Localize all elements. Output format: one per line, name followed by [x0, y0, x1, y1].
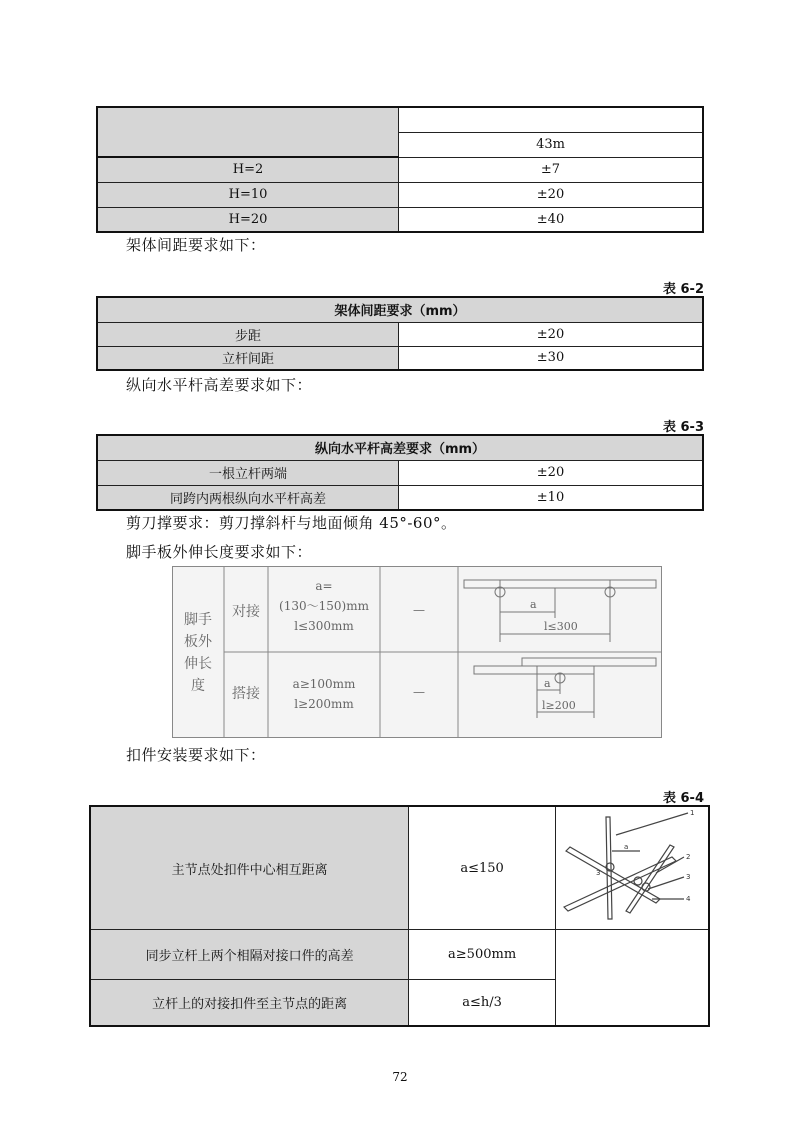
table-top-value: 43m [399, 132, 704, 157]
paragraph-frame-spacing: 架体间距要求如下： [126, 236, 266, 254]
table-top-merged-cell [97, 107, 399, 157]
dimension-label: a [530, 598, 537, 611]
table-value: a≤150 [409, 806, 556, 930]
table-top-label: H=10 [97, 182, 399, 207]
table-value: a≥500mm [409, 930, 556, 980]
paragraph-scissor-brace: 剪刀撑要求：剪刀撑斜杆与地面倾角 45°-60°。 [126, 514, 457, 532]
table-number: 表 6-4 [662, 791, 704, 806]
dimension-label: l≤300 [544, 620, 578, 633]
table-label: 步距 [97, 322, 399, 346]
category-line: 伸长 [184, 656, 212, 672]
category-line: 度 [191, 678, 205, 694]
paragraph-fastener: 扣件安装要求如下： [126, 746, 266, 764]
category-line: 脚手 [184, 612, 212, 628]
requirement-text: a= [315, 579, 333, 593]
table-value: ±10 [399, 485, 704, 510]
diagram-label: 2 [686, 853, 691, 861]
diagram-label: 1 [690, 809, 695, 817]
table-top-value: ±7 [399, 157, 704, 182]
table-top-empty-cell [399, 107, 704, 132]
paragraph-horizontal-bar: 纵向水平杆高差要求如下： [126, 376, 313, 394]
table-top [96, 106, 704, 233]
table-label: 一根立杆两端 [97, 460, 399, 485]
table-number: 表 6-2 [662, 282, 704, 297]
diagram-label: 3 [686, 873, 691, 881]
table-value: ±30 [399, 346, 704, 370]
category-line: 板外 [184, 634, 212, 650]
table-label: 立杆间距 [97, 346, 399, 370]
diagram-label: a [624, 843, 629, 851]
table-label: 立杆上的对接扣件至主节点的距离 [90, 980, 409, 1026]
board-extension-figure [172, 566, 662, 738]
fastener-diagram-cell [556, 806, 710, 930]
method-label: 对接 [232, 604, 260, 620]
requirement-text: a≥100mm [292, 677, 356, 691]
table-value: ±20 [399, 460, 704, 485]
table-top-label: H=20 [97, 207, 399, 232]
table-label: 主节点处扣件中心相互距离 [90, 806, 409, 930]
requirement-text: l≥200mm [294, 697, 354, 711]
table-label: 同跨内两根纵向水平杆高差 [97, 485, 399, 510]
table-header: 纵向水平杆高差要求（mm） [97, 435, 703, 460]
table-6-2 [96, 296, 704, 371]
page-number: 72 [392, 1070, 408, 1084]
table-header: 架体间距要求（mm） [97, 297, 703, 322]
table-6-4 [89, 805, 710, 1027]
dash-text: — [413, 603, 425, 617]
table-value: a≤h/3 [409, 980, 556, 1026]
diagram-label: 4 [686, 895, 691, 903]
fastener-diagram [556, 807, 708, 925]
dash-text: — [413, 685, 425, 699]
requirement-text: (130～150)mm [279, 599, 369, 613]
paragraph-board-extension: 脚手板外伸长度要求如下： [126, 543, 313, 561]
diagram-label: 3 [596, 869, 601, 877]
dimension-label: a [544, 677, 551, 690]
table-number: 表 6-3 [662, 420, 704, 435]
requirement-text: l≤300mm [294, 619, 354, 633]
dimension-label: l≥200 [542, 699, 576, 712]
method-label: 搭接 [232, 686, 260, 702]
table-empty-cell [556, 930, 710, 1026]
table-6-3 [96, 434, 704, 511]
table-label: 同步立杆上两个相隔对接口件的高差 [90, 930, 409, 980]
table-value: ±20 [399, 322, 704, 346]
table-top-value: ±40 [399, 207, 704, 232]
table-top-value: ±20 [399, 182, 704, 207]
table-top-label: H=2 [97, 157, 399, 182]
